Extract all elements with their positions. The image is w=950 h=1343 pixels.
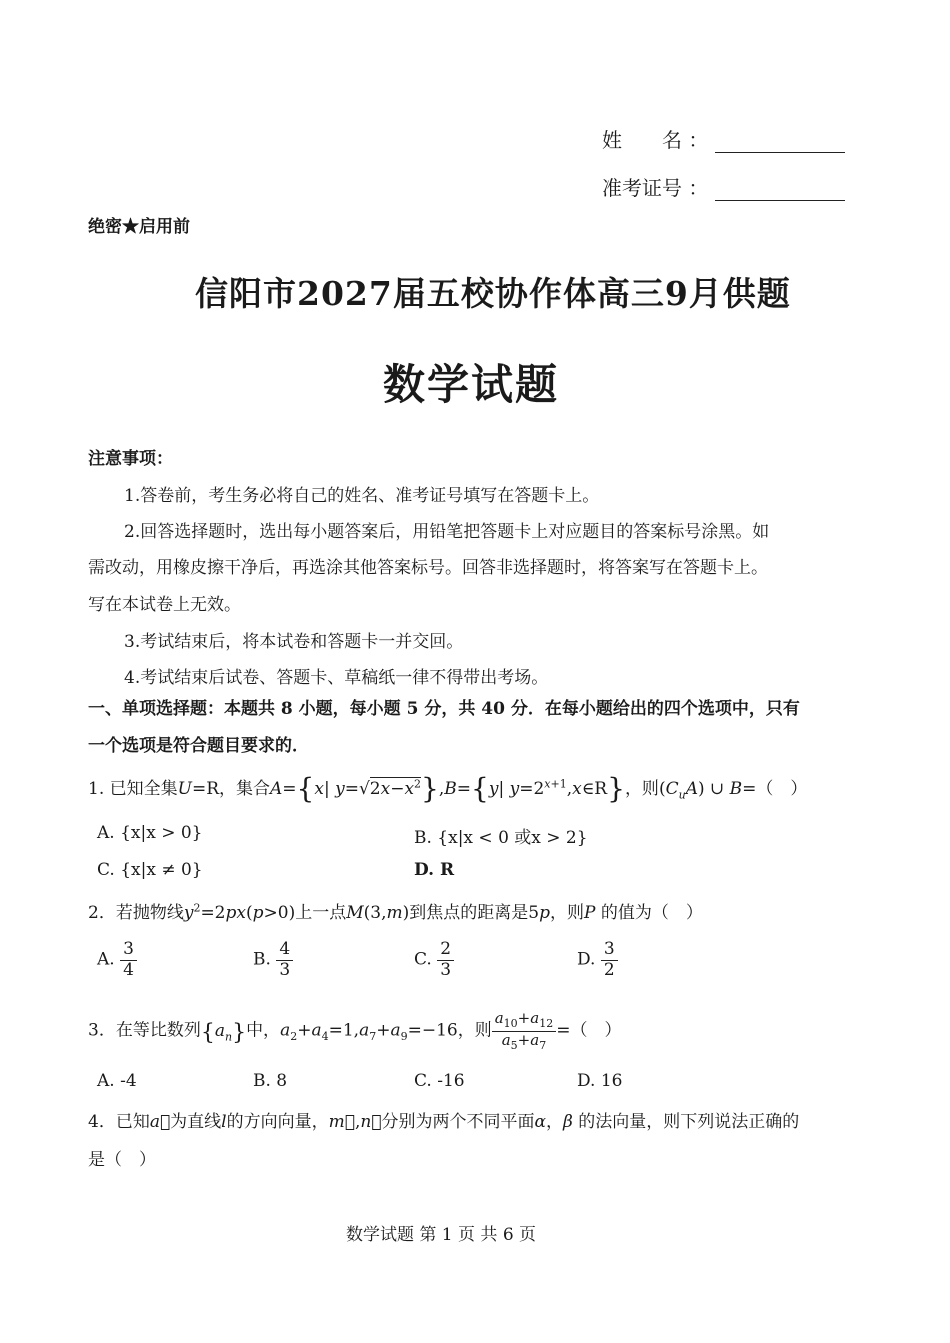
id-label: 准考证号: [602, 176, 682, 200]
option-2d: D. $\frac{3}{2}$: [577, 940, 618, 980]
option-3a: A. -4: [97, 1071, 137, 1091]
secret-mark: 绝密★启用前: [88, 217, 190, 237]
notice-item: 1.答卷前，考生务必将自己的姓名、准考证号填写在答题卡上。: [124, 486, 600, 506]
option-1d: D. R: [414, 860, 455, 880]
name-underline[interactable]: [715, 130, 845, 153]
notice-heading: 注意事项：: [88, 449, 173, 469]
page-footer: 数学试题 第 1 页 共 6 页: [346, 1225, 537, 1245]
question-2: 2．若抛物线$y^2=2px(p>0)$上一点M(3,m)到焦点的距离是5p，则P 的值为（ ）: [88, 901, 703, 923]
name-label: 姓 名: [602, 128, 682, 152]
option-2a: A. $\frac{3}{4}$: [97, 940, 137, 980]
question-4-cont: 是（ ）: [88, 1150, 156, 1170]
question-3: 3．在等比数列$\{a_n\}$中，$a_2+a_4=1,a_7+a_9=-16$，则 $\frac{a_{10}+a_{12}}{a_5+a_7}$ =（ ）: [88, 1009, 622, 1052]
notice-item: 需改动，用橡皮擦干净后，再选涂其他答案标号。回答非选择题时，将答案写在答题卡上。: [88, 558, 768, 578]
question-1: 1. 已知全集U=R，集合A={x| $y=√2x-x^2\},B=\{y|$ $y=2^{x+1},x\in R$}，则$(C_uA)$ ∪ B=（ ）: [88, 772, 808, 805]
option-1a: A. {x|x > 0}: [97, 823, 203, 843]
notice-item: 3.考试结束后，将本试卷和答题卡一并交回。: [124, 632, 464, 652]
option-3d: D. 16: [577, 1071, 623, 1091]
question-4: 4．已知a⃗为直线l的方向向量，m⃗,n⃗分别为两个不同平面α，β 的法向量，则下列说法正确的: [88, 1112, 800, 1132]
name-field: 姓 名 ：: [602, 124, 845, 153]
section-heading-cont: 一个选项是符合题目要求的．: [88, 736, 309, 756]
notice-item: 2.回答选择题时，选出每小题答案后，用铅笔把答题卡上对应题目的答案标号涂黑。如: [124, 522, 770, 542]
notice-item: 写在本试卷上无效。: [88, 595, 241, 615]
option-1c: C. {x|x ≠ 0}: [97, 860, 203, 880]
option-1b: B. {x|x < 0 或x > 2}: [414, 828, 588, 848]
option-2b: B. $\frac{4}{3}$: [253, 940, 293, 980]
option-3b: B. 8: [253, 1071, 288, 1091]
notice-item: 4.考试结束后试卷、答题卡、草稿纸一律不得带出考场。: [124, 668, 549, 688]
id-field: 准考证号 ：: [602, 172, 845, 201]
id-underline[interactable]: [715, 178, 845, 201]
option-2c: C. $\frac{2}{3}$: [414, 940, 454, 980]
subject-title: 数学试题: [383, 360, 560, 409]
option-3c: C. -16: [414, 1071, 465, 1091]
section-heading: 一、单项选择题：本题共 8 小题，每小题 5 分，共 40 分．在每小题给出的四个选项中，只有: [88, 699, 800, 719]
exam-title: 信阳市2027届五校协作体高三9月供题: [195, 274, 791, 313]
